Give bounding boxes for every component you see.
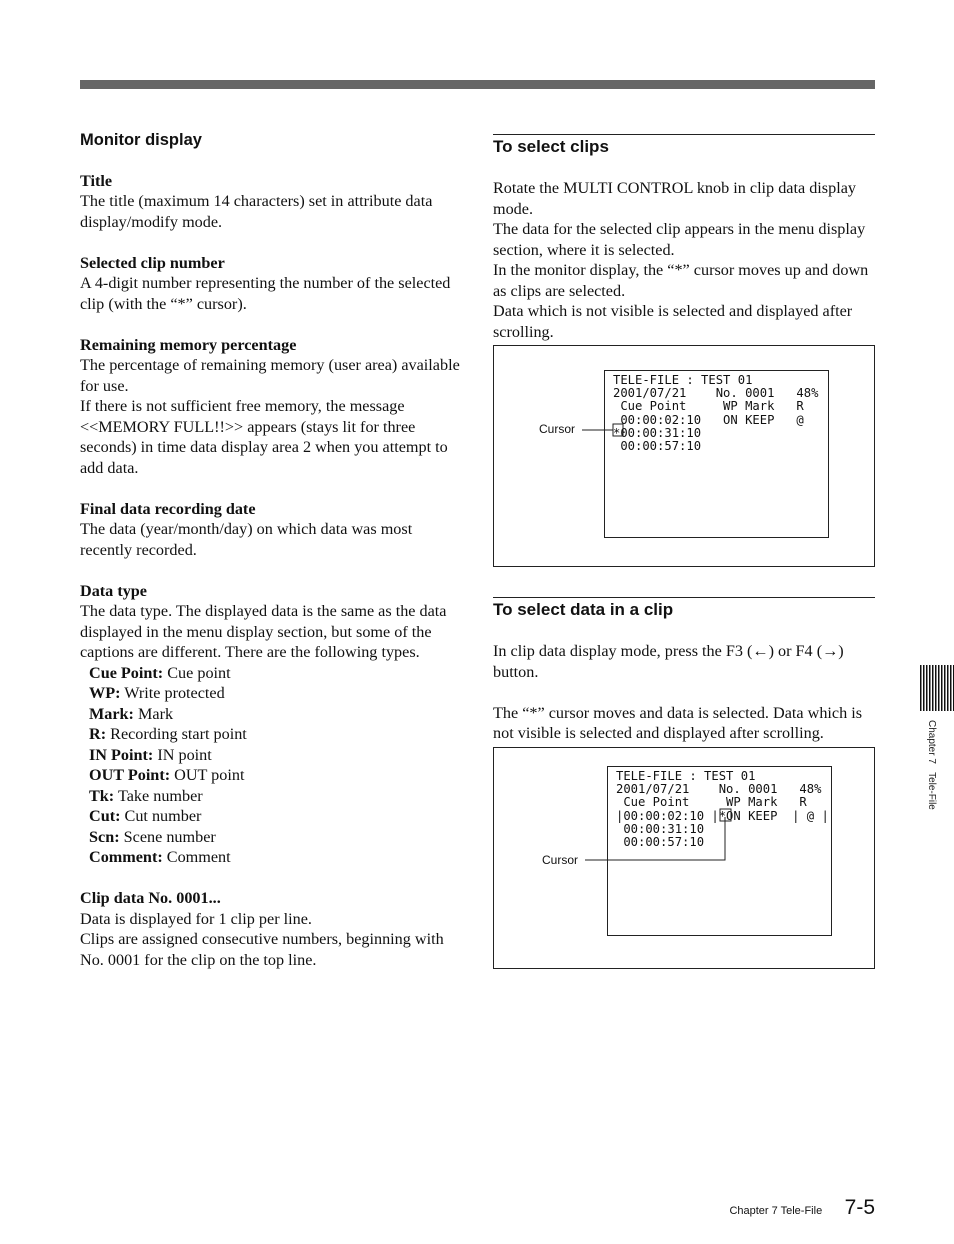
paragraph-select-clips-2: The data for the selected clip appears in the menu display section, where it is selected. xyxy=(493,220,866,259)
header-rule xyxy=(80,80,875,89)
paragraph-title: The title (maximum 14 characters) set in attribute data display/modify mode. xyxy=(80,192,433,231)
paragraph-data-type: The data type. The displayed data is the same as the data displayed in the menu display section, but some of the captions are different. There are the following types. xyxy=(80,602,447,661)
subheading-data-type: Data type xyxy=(80,581,147,600)
list-item: Tk: Take number xyxy=(89,786,203,805)
subheading-title: Title xyxy=(80,171,113,190)
monitor-text: TELE-FILE : TEST 01 2001/07/21 No. 0001 48% Cue Point WP Mark R 00:00:02:10 ON KEEP @ *00:00:31:10 00:00:57:10 xyxy=(613,373,819,454)
paragraph-select-clips-1: Rotate the MULTI CONTROL knob in clip data display mode. xyxy=(493,179,856,218)
cursor-label: Cursor xyxy=(539,422,576,436)
section-rule-select-data xyxy=(493,597,875,621)
list-item: Cut: Cut number xyxy=(89,807,202,825)
list-item: Comment: Comment xyxy=(89,848,231,866)
paragraph-select-clips-3: In the monitor display, the “*” cursor moves up and down as clips are selected. xyxy=(493,261,869,300)
side-chapter-label: Chapter 7 Tele-File xyxy=(926,720,937,810)
list-item: Cue Point: Cue point xyxy=(89,663,231,682)
right-column-section-2 xyxy=(493,597,875,744)
subheading-final-recording-date: Final data recording date xyxy=(80,499,256,518)
section-heading-select-data: To select data in a clip xyxy=(493,600,674,619)
cursor-label: Cursor xyxy=(542,853,579,867)
paragraph-final-recording-date: The data (year/month/day) on which data was most recently recorded. xyxy=(80,520,413,559)
list-item: IN Point: IN point xyxy=(89,745,212,764)
list-item: WP: Write protected xyxy=(89,684,225,702)
page-number: 7-5 xyxy=(844,1196,875,1219)
right-column xyxy=(493,134,875,342)
cursor-leader-line xyxy=(494,748,874,968)
section-rule-select-clips xyxy=(493,134,875,158)
footer-chapter-label: Chapter 7 Tele-File xyxy=(729,1205,823,1217)
list-item: OUT Point: OUT point xyxy=(89,766,245,784)
subheading-selected-clip-number: Selected clip number xyxy=(80,253,225,272)
data-type-list xyxy=(80,663,465,868)
paragraph-select-data-1: In clip data display mode, press the F3 (←) or F4 (→) button. xyxy=(493,642,844,681)
paragraph-clip-data-1: Data is displayed for 1 clip per line. xyxy=(80,909,312,928)
paragraph-clip-data-2: Clips are assigned consecutive numbers, beginning with No. 0001 for the clip on the top line. xyxy=(80,930,444,969)
section-heading-monitor-display: Monitor display xyxy=(80,131,202,149)
page-footer xyxy=(729,1196,875,1220)
list-item: Scn: Scene number xyxy=(89,827,216,846)
paragraph-select-data-2: The “*” cursor moves and data is selected. Data which is not visible is selected and displayed after scrolling. xyxy=(493,703,863,742)
cursor-leader-line xyxy=(494,346,874,566)
subheading-clip-data: Clip data No. 0001... xyxy=(80,889,221,907)
paragraph-remaining-memory-1: The percentage of remaining memory (user area) available for use. xyxy=(80,356,460,395)
figure-select-clips xyxy=(493,345,875,567)
paragraph-selected-clip-number: A 4-digit number representing the number of the selected clip (with the “*” cursor). xyxy=(80,274,451,313)
paragraph-remaining-memory-2: If there is not sufficient free memory, the message <<MEMORY FULL!!>> appears (stays lit for three seconds) in time data display area 2 when you attempt to add data. xyxy=(80,397,448,477)
figure-select-data xyxy=(493,747,875,969)
chapter-thumb-tab xyxy=(920,665,954,711)
monitor-text: TELE-FILE : TEST 01 2001/07/21 No. 0001 48% Cue Point WP Mark R |00:00:02:10 |*ON KEEP | @ | 00:00:31:10 00:00:57:10 xyxy=(616,769,829,850)
list-item: Mark: Mark xyxy=(89,704,174,723)
paragraph-select-clips-4: Data which is not visible is selected and displayed after scrolling. xyxy=(493,302,853,341)
subheading-remaining-memory: Remaining memory percentage xyxy=(80,335,297,354)
list-item: R: Recording start point xyxy=(89,725,247,743)
left-column xyxy=(80,130,465,970)
section-heading-select-clips: To select clips xyxy=(493,137,609,156)
